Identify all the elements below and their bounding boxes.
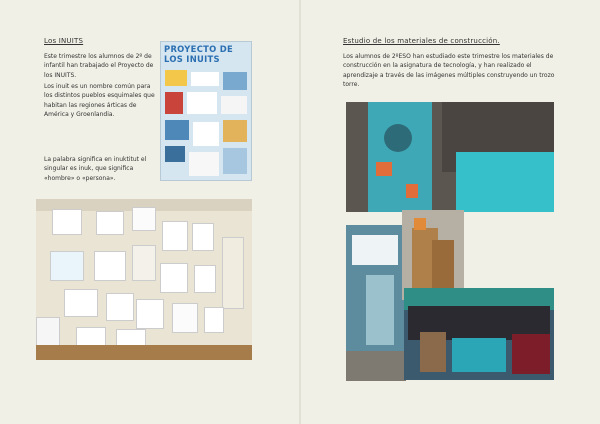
paper-tower-model	[368, 102, 432, 212]
tower-wall-section	[366, 275, 394, 345]
wall-paper-sheet	[194, 265, 216, 293]
wall-paper-sheet	[172, 303, 198, 333]
right-paragraph-1: Los alumnos de 2ºESO han estudiado este trimestre los materiales de construcción en la asignatura de tecnología, y han realizado el aprendizaje a través de las imágenes múltiples construyendo un trozo torre.	[343, 53, 555, 89]
poster-tile-photo	[165, 120, 189, 140]
left-heading: Los INUITS	[44, 37, 84, 45]
wall-drawing-bird	[64, 289, 98, 317]
wall-drawing-whale	[50, 251, 84, 281]
tower-window	[376, 162, 392, 176]
castle-model-photo	[402, 210, 464, 300]
classroom-wall-photo	[36, 199, 252, 360]
inuits-poster-photo	[160, 41, 252, 181]
right-heading: Estudio de los materiales de construcción.	[343, 37, 500, 45]
students-with-tower-photo	[346, 102, 554, 212]
tower-window	[406, 184, 418, 198]
poster-tile-text-card	[191, 72, 219, 86]
turquoise-paper-sheet	[456, 152, 554, 212]
poster-tile-photo	[223, 72, 247, 90]
class-group-photo	[404, 288, 554, 380]
wall-paper-sheet	[222, 237, 244, 309]
wall-paper-sheet	[132, 245, 156, 281]
poster-title-line-1: PROYECTO DE	[164, 44, 234, 54]
poster-tile-text-card	[193, 122, 219, 146]
wall-paper-sheet	[132, 207, 156, 231]
wall-drawing-bear	[106, 293, 134, 321]
left-paragraph-2: Los inuit es un nombre común para los distintos pueblos esquimales que habitan las regiones árticas de América y Groenlandia.	[44, 83, 155, 119]
left-paragraph-3: La palabra significa en inuktitut el singular es inuk, que significa «hombre» o «persona».	[44, 156, 147, 182]
castle-tower-right	[432, 240, 454, 290]
poster-tile-drawing	[165, 70, 187, 86]
poster-tile-photo	[165, 146, 185, 162]
wall-paper-sheet	[136, 299, 164, 329]
wall-paper-sheet	[204, 307, 224, 333]
floor-area	[346, 351, 406, 381]
castle-roof	[414, 218, 426, 230]
poster-tile-snow-photo	[221, 96, 247, 114]
poster-title-line-2: LOS INUITS	[164, 54, 220, 64]
wall-paper-sheet	[162, 221, 188, 251]
page-gutter	[299, 0, 301, 424]
model-front-left	[420, 332, 446, 372]
tower-circle-decoration	[384, 124, 412, 152]
model-front-blue	[452, 338, 506, 372]
poster-tile-text-card	[189, 152, 219, 176]
poster-tile-text-card	[187, 92, 217, 114]
poster-title	[164, 44, 250, 64]
tower-detail-photo	[346, 225, 406, 381]
wall-drawing-ana	[96, 211, 124, 235]
wall-wooden-rail	[36, 345, 252, 360]
students-front-row	[512, 334, 550, 374]
wall-drawing-octopus	[94, 251, 126, 281]
snow-texture-top	[352, 235, 398, 265]
poster-tile-igloo	[223, 148, 247, 174]
poster-tile-drawing	[165, 92, 183, 114]
wall-paper-sheet	[160, 263, 188, 293]
left-paragraph-1: Este trimestre los alumnos de 2º de infantil han trabajado el Proyecto de los INUITS.	[44, 53, 154, 79]
poster-tile-drawing	[223, 120, 247, 142]
wall-paper-sheet	[192, 223, 214, 251]
wall-drawing-boat	[52, 209, 82, 235]
